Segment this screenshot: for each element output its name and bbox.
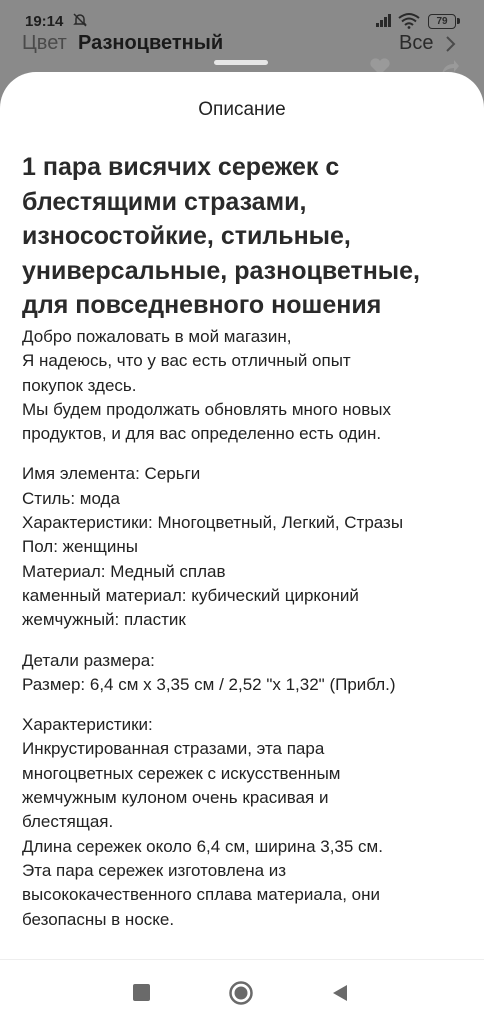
text-line: Размер: 6,4 см x 3,35 см / 2,52 "x 1,32" (Прибл.)	[22, 674, 396, 694]
product-title	[22, 150, 462, 323]
text-line: Я надеюсь, что у вас есть отличный опыт	[22, 351, 351, 371]
product-title-line: универсальные, разноцветные,	[22, 256, 420, 285]
chevron-right-icon	[444, 34, 458, 54]
cell-signal-icon	[375, 12, 393, 28]
text-line: Характеристики:	[22, 715, 153, 735]
product-title-line: для повседневного ношения	[22, 291, 382, 319]
sheet-title: Описание	[198, 99, 286, 120]
battery-indicator: 79	[428, 14, 456, 29]
text-line: Инкрустированная стразами, эта пара	[22, 739, 325, 759]
text-line: жемчужным кулоном очень красивая и	[22, 788, 329, 808]
specs-paragraph	[22, 462, 467, 632]
text-line: Эта пара сережек изготовлена из	[22, 860, 287, 880]
text-line: Пол: женщины	[22, 537, 138, 557]
text-line: Материал: Медный сплав	[22, 561, 226, 581]
description-sheet	[0, 72, 484, 959]
text-line: высококачественного сплава материала, они	[22, 885, 380, 905]
scroll-fade	[0, 945, 484, 959]
navigation-bar	[0, 959, 484, 1024]
text-line: блестящая.	[22, 812, 114, 832]
sheet-drag-handle[interactable]	[214, 60, 268, 65]
size-paragraph	[22, 649, 467, 698]
status-bar	[0, 0, 484, 30]
wifi-icon	[398, 12, 420, 29]
welcome-paragraph	[22, 325, 467, 446]
text-line: Добро пожаловать в мой магазин,	[22, 327, 292, 346]
features-paragraph	[22, 713, 467, 932]
color-value: Разноцветный	[78, 32, 224, 54]
bell-off-icon	[72, 12, 88, 28]
text-line: Детали размера:	[22, 650, 155, 670]
text-line: многоцветных сережек с искусственным	[22, 763, 341, 783]
text-line: продуктов, и для вас определенно есть один.	[22, 424, 382, 444]
status-time: 19:14	[25, 13, 64, 30]
square-icon[interactable]	[133, 984, 150, 1001]
description-body	[22, 325, 467, 948]
text-line: жемчужный: пластик	[22, 610, 186, 630]
text-line: покупок здесь.	[22, 375, 137, 395]
color-label: Цвет	[22, 32, 67, 54]
text-line: каменный материал: кубический цирконий	[22, 585, 359, 605]
home-circle-icon[interactable]	[228, 980, 254, 1006]
triangle-back-icon[interactable]	[330, 982, 350, 1004]
text-line: Стиль: мода	[22, 488, 120, 508]
text-line: Длина сережек около 6,4 см, ширина 3,35 см.	[22, 836, 383, 856]
product-title-line: блестящими стразами,	[22, 187, 307, 216]
product-title-line: 1 пара висячих сережек с	[22, 153, 340, 181]
all-link[interactable]: Все	[399, 32, 434, 54]
text-line: Мы будем продолжать обновлять много новых	[22, 399, 391, 419]
text-line: Характеристики: Многоцветный, Легкий, Стразы	[22, 513, 404, 533]
text-line: безопасны в носке.	[22, 909, 175, 929]
text-line: Имя элемента: Серьги	[22, 464, 201, 484]
product-title-line: износостойкие, стильные,	[22, 222, 351, 250]
